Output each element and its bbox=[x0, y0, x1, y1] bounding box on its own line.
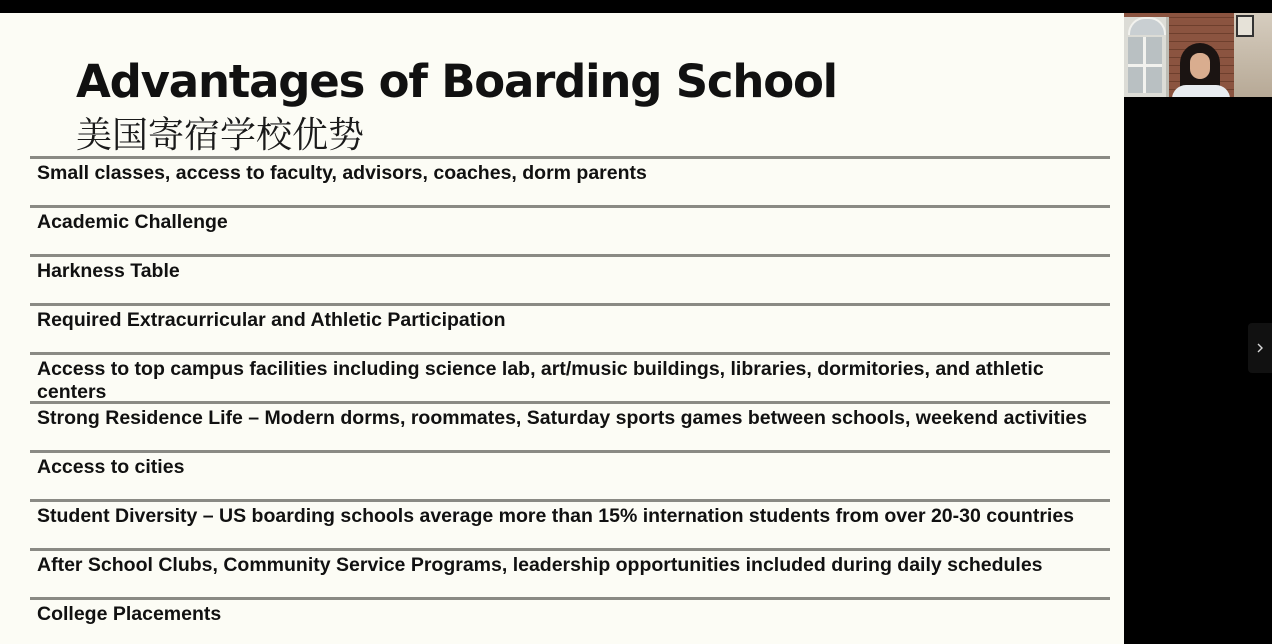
row-text: Student Diversity – US boarding schools average more than 15% internation students from over 20-30 countries bbox=[37, 505, 1075, 527]
window-image bbox=[1124, 17, 1169, 97]
row-text: Small classes, access to faculty, advisors, coaches, dorm parents bbox=[37, 162, 647, 184]
row-text: Academic Challenge bbox=[37, 211, 228, 233]
presentation-slide bbox=[0, 13, 1124, 644]
wall-frame bbox=[1236, 15, 1254, 37]
row-text: Strong Residence Life – Modern dorms, roommates, Saturday sports games between schools, weekend activities bbox=[37, 407, 1088, 429]
row-text: Harkness Table bbox=[37, 260, 180, 282]
table-row bbox=[30, 205, 1110, 254]
row-text: Access to cities bbox=[37, 456, 185, 478]
row-text: After School Clubs, Community Service Programs, leadership opportunities included during daily schedules bbox=[37, 554, 1043, 576]
table-row bbox=[30, 303, 1110, 352]
chevron-right-icon bbox=[1255, 342, 1265, 354]
window-pane bbox=[1128, 37, 1162, 93]
row-text: Required Extracurricular and Athletic Participation bbox=[37, 309, 506, 331]
table-row bbox=[30, 548, 1110, 597]
next-slide-button[interactable] bbox=[1248, 323, 1272, 373]
window-arch bbox=[1128, 17, 1166, 35]
table-row bbox=[30, 254, 1110, 303]
table-row bbox=[30, 450, 1110, 499]
participant-video[interactable] bbox=[1124, 13, 1272, 97]
slide-subtitle: 美国寄宿学校优势 bbox=[76, 115, 365, 156]
table-row bbox=[30, 401, 1110, 450]
table-row bbox=[30, 156, 1110, 205]
table-row bbox=[30, 597, 1110, 644]
table-row bbox=[30, 499, 1110, 548]
person-shirt bbox=[1172, 85, 1230, 97]
top-bar bbox=[0, 0, 1272, 13]
row-text: Access to top campus facilities including science lab, art/music buildings, libraries, dormitories, and athletic centers bbox=[37, 358, 1044, 403]
person-face bbox=[1190, 53, 1210, 79]
table-row bbox=[30, 352, 1110, 401]
advantages-table bbox=[30, 156, 1110, 644]
slide-title: Advantages of Boarding School bbox=[76, 55, 837, 108]
row-text: College Placements bbox=[37, 603, 222, 625]
